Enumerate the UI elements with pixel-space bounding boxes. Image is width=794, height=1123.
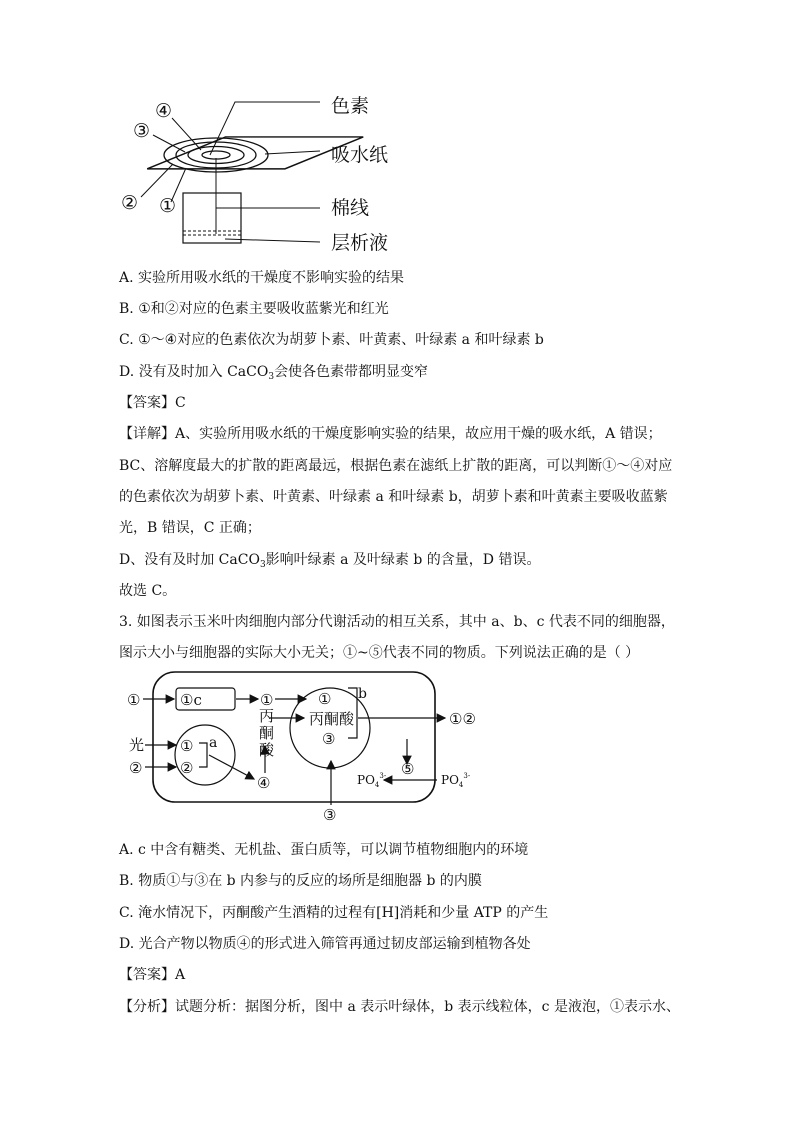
pyruvate-vertical-3: 酸 xyxy=(259,741,275,759)
mito-3: ③ xyxy=(322,730,336,748)
q3-option-c: C. 淹水情况下，丙酮酸产生酒精的过程有[H]消耗和少量 ATP 的产生 xyxy=(119,905,549,921)
water-1-mid: ① xyxy=(260,691,274,709)
b-label: b xyxy=(358,686,367,702)
q2-explain-line3: 的色素依次为胡萝卜素、叶黄素、叶绿素 a 和叶绿素 b，胡萝卜素和叶黄素主要吸收蓝紫 xyxy=(119,489,668,505)
label-pigment: 色素 xyxy=(331,95,370,117)
marker-3: ③ xyxy=(133,120,151,142)
product-5: ⑤ xyxy=(401,760,415,778)
q2-explain-line1: 【详解】A、实验所用吸水纸的干燥度影响实验的结果，故应用干燥的吸水纸，A 错误； xyxy=(119,426,662,442)
q3-stem-line1: 3. 如图表示玉米叶肉细胞内部分代谢活动的相互关系，其中 a、b、c 代表不同的细胞器， xyxy=(119,614,675,630)
chloro-1: ① xyxy=(180,737,194,755)
q3-stem-line2: 图示大小与细胞器的实际大小无关；①~⑤代表不同的物质。下列说法正确的是（ ） xyxy=(119,645,640,661)
marker-1: ① xyxy=(159,195,177,217)
chloro-2: ② xyxy=(180,759,194,777)
output-12: ①② xyxy=(449,710,476,728)
phosphate-left: $PO_4^{3-}$ xyxy=(357,772,387,789)
q3-answer: 【答案】A xyxy=(119,967,186,983)
input-1: ① xyxy=(127,691,141,709)
q2-answer: 【答案】C xyxy=(119,395,186,411)
light-label: 光 xyxy=(129,736,145,754)
a-label: a xyxy=(209,735,218,751)
pigment-ring-4 xyxy=(202,151,230,159)
marker-4: ④ xyxy=(155,100,173,122)
cell-metabolism-figure xyxy=(125,670,485,830)
input-3-bottom: ③ xyxy=(323,806,337,824)
q2-option-a: A. 实验所用吸水纸的干燥度不影响实验的结果 xyxy=(119,270,405,286)
mito-input-1: ① xyxy=(318,690,332,708)
q3-option-d: D. 光合产物以物质④的形式进入筛管再通过韧皮部运输到植物各处 xyxy=(119,936,531,952)
beaker xyxy=(183,193,241,243)
q2-explain-line4: 光，B 错误，C 正确； xyxy=(119,520,261,536)
label-absorbent-paper: 吸水纸 xyxy=(331,144,389,166)
label-cotton-thread: 棉线 xyxy=(331,197,370,219)
q2-option-b: B. ①和②对应的色素主要吸收蓝紫光和红光 xyxy=(119,301,389,317)
q3-option-b: B. 物质①与③在 b 内参与的反应的场所是细胞器 b 的内膜 xyxy=(119,873,482,889)
pyruvate-vertical-1: 丙 xyxy=(259,707,275,725)
pyruvate-vertical-2: 酮 xyxy=(259,724,275,742)
q2-explain-line2: BC、溶解度最大的扩散的距离最远，根据色素在滤纸上扩散的距离，可以判断①～④对应 xyxy=(119,458,673,474)
marker-2: ② xyxy=(121,192,139,214)
q2-option-c: C. ①～④对应的色素依次为胡萝卜素、叶黄素、叶绿素 a 和叶绿素 b xyxy=(119,332,544,348)
vacuole-label: ①c xyxy=(180,691,202,709)
product-4: ④ xyxy=(257,774,271,792)
q3-option-a: A. c 中含有糖类、无机盐、蛋白质等，可以调节植物细胞内的环境 xyxy=(119,842,529,858)
label-solvent: 层析液 xyxy=(331,232,389,254)
q2-explain-line6: 故选 C。 xyxy=(119,583,177,599)
q2-explain-line5: D、没有及时加 CaCO$_3$影响叶绿素 a 及叶绿素 b 的含量，D 错误。 xyxy=(119,552,541,570)
chromatography-figure xyxy=(115,92,405,257)
pyruvate-label: 丙酮酸 xyxy=(309,710,355,728)
q3-analysis: 【分析】试题分析：据图分析，图中 a 表示叶绿体，b 表示线粒体，c 是液泡，①表示水、 xyxy=(119,999,680,1015)
phosphate-right: $PO_4^{3-}$ xyxy=(441,772,471,789)
q2-option-d: D. 没有及时加入 CaCO$_3$会使各色素带都明显变窄 xyxy=(119,364,429,382)
input-2: ② xyxy=(129,759,143,777)
